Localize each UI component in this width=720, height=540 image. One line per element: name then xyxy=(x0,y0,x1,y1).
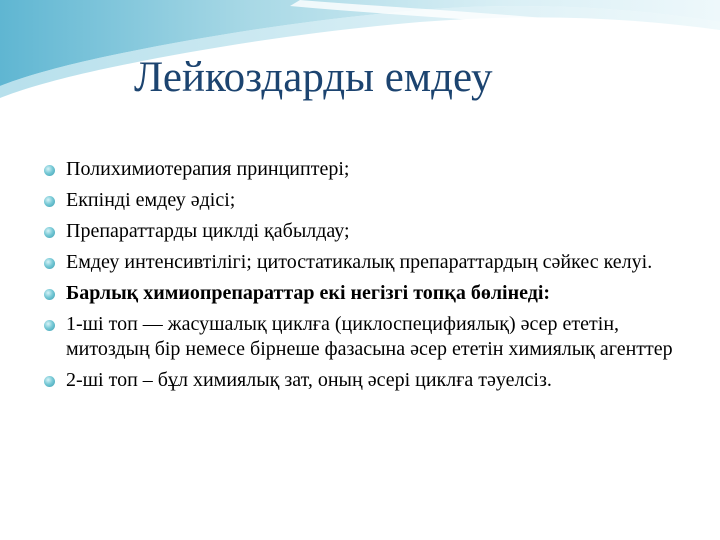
bullet-dot-icon xyxy=(44,376,55,387)
bullet-text: Препараттарды циклді қабылдау; xyxy=(66,220,350,242)
bullet-dot-icon xyxy=(44,320,55,331)
bullet-item xyxy=(40,157,680,182)
bullet-dot-icon xyxy=(44,289,55,300)
bullet-text: 2-ші топ – бұл химиялық зат, оның әсері циклға тәуелсіз. xyxy=(66,369,552,391)
bullet-item xyxy=(40,250,680,275)
bullet-text: Емдеу интенсивтілігі; цитостатикалық препараттардың сәйкес келуі. xyxy=(66,251,653,273)
bullet-text: Барлық химиопрепараттар екі негізгі топқа бөлінеді: xyxy=(66,282,551,304)
bullet-item xyxy=(40,281,680,306)
bullet-item xyxy=(40,219,680,244)
bullet-dot-icon xyxy=(44,196,55,207)
bullet-text: 1-ші топ — жасушалық циклға (циклоспецифиялық) әсер ететін, митоздың бір немесе бірнеше фазасына әсер ететін химиялық агенттер xyxy=(66,313,673,360)
slide-title: Лейкоздарды емдеу xyxy=(134,54,493,101)
bullet-dot-icon xyxy=(44,165,55,176)
bullet-item xyxy=(40,368,680,393)
bullet-text: Екпінді емдеу әдісі; xyxy=(66,189,236,211)
bullet-list xyxy=(40,157,680,399)
bullet-text: Полихимиотерапия принциптері; xyxy=(66,158,350,180)
bullet-dot-icon xyxy=(44,227,55,238)
bullet-dot-icon xyxy=(44,258,55,269)
bullet-item xyxy=(40,188,680,213)
bullet-item xyxy=(40,312,680,362)
